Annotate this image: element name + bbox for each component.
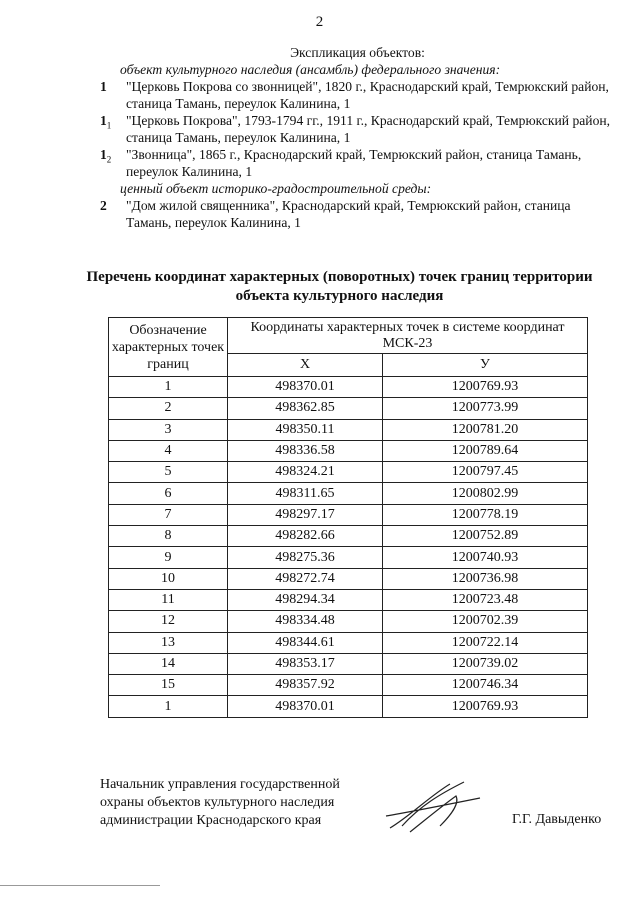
x-coord-cell: 498353.17	[228, 653, 383, 674]
table-row	[109, 462, 588, 483]
point-id-cell: 12	[109, 611, 228, 632]
y-coord-cell: 1200802.99	[383, 483, 588, 504]
explication-item-text: "Церковь Покрова", 1793-1794 гг., 1911 г., Краснодарский край, Темрюкский район, станица Тамань, переулок Калинина, 1	[126, 113, 611, 145]
point-id-cell: 15	[109, 675, 228, 696]
x-coord-cell: 498282.66	[228, 526, 383, 547]
x-coord-cell: 498336.58	[228, 440, 383, 461]
explication-item	[100, 197, 615, 231]
signatory-name: Г.Г. Давыденко	[512, 812, 602, 827]
point-id-cell: 14	[109, 653, 228, 674]
x-coord-cell: 498344.61	[228, 632, 383, 653]
explication-item-text: "Дом жилой священника", Краснодарский край, Темрюкский район, станица Тамань, переулок Калинина, 1	[126, 198, 571, 230]
explication-category-valuable: ценный объект историко-градостроительной среды:	[120, 181, 432, 196]
point-id-cell: 10	[109, 568, 228, 589]
table-row	[109, 568, 588, 589]
point-id-cell: 9	[109, 547, 228, 568]
y-coord-cell: 1200769.93	[383, 696, 588, 717]
signatory-line-1: Начальник управления государственной	[100, 777, 340, 792]
point-id-cell: 4	[109, 440, 228, 461]
y-coord-cell: 1200740.93	[383, 547, 588, 568]
table-row	[109, 377, 588, 398]
explication-item-number: 2	[100, 198, 107, 213]
y-coord-cell: 1200739.02	[383, 653, 588, 674]
explication-block	[100, 44, 615, 231]
explication-item-text: "Церковь Покрова со звонницей", 1820 г., Краснодарский край, Темрюкский район, станица Тамань, переулок Калинина, 1	[126, 79, 609, 111]
table-row	[109, 632, 588, 653]
col-coords-header: Координаты характерных точек в системе координат МСК-23	[228, 318, 588, 354]
y-coord-cell: 1200797.45	[383, 462, 588, 483]
table-row	[109, 398, 588, 419]
explication-heading: Экспликация объектов:	[290, 45, 425, 60]
explication-item	[100, 78, 615, 112]
table-row	[109, 611, 588, 632]
y-coord-cell: 1200778.19	[383, 504, 588, 525]
x-coord-cell: 498272.74	[228, 568, 383, 589]
table-row	[109, 547, 588, 568]
page-number: 2	[315, 14, 324, 30]
point-id-cell: 1	[109, 377, 228, 398]
x-coord-cell: 498362.85	[228, 398, 383, 419]
explication-item	[100, 146, 615, 180]
explication-item-number: $1_2$	[100, 147, 112, 165]
point-id-cell: 8	[109, 526, 228, 547]
signatory-title	[100, 776, 340, 830]
table-row	[109, 440, 588, 461]
explication-category-federal: объект культурного наследия (ансамбль) федерального значения:	[120, 62, 501, 77]
table-row	[109, 504, 588, 525]
y-coord-cell: 1200723.48	[383, 589, 588, 610]
y-coord-cell: 1200781.20	[383, 419, 588, 440]
y-coord-cell: 1200702.39	[383, 611, 588, 632]
coordinates-table	[108, 317, 588, 718]
point-id-cell: 2	[109, 398, 228, 419]
coordinates-title: Перечень координат характерных (поворотных) точек границ территории объекта культурного наследия	[86, 269, 593, 304]
y-coord-cell: 1200736.98	[383, 568, 588, 589]
x-coord-cell: 498370.01	[228, 696, 383, 717]
y-coord-cell: 1200789.64	[383, 440, 588, 461]
y-coord-cell: 1200722.14	[383, 632, 588, 653]
handwritten-signature	[380, 776, 490, 836]
signatory-line-2: охраны объектов культурного наследия	[100, 795, 335, 810]
signatory-line-3: администрации Краснодарского края	[100, 813, 322, 828]
x-coord-cell: 498297.17	[228, 504, 383, 525]
margin-line	[0, 885, 160, 886]
x-coord-cell: 498370.01	[228, 377, 383, 398]
table-row	[109, 696, 588, 717]
table-row	[109, 419, 588, 440]
x-coord-cell: 498334.48	[228, 611, 383, 632]
explication-item-number: $1_1$	[100, 113, 112, 131]
point-id-cell: 13	[109, 632, 228, 653]
point-id-cell: 3	[109, 419, 228, 440]
x-coord-cell: 498294.34	[228, 589, 383, 610]
y-coord-cell: 1200752.89	[383, 526, 588, 547]
table-row	[109, 483, 588, 504]
table-row	[109, 653, 588, 674]
point-id-cell: 11	[109, 589, 228, 610]
x-coord-cell: 498275.36	[228, 547, 383, 568]
y-coord-cell: 1200746.34	[383, 675, 588, 696]
x-coord-cell: 498350.11	[228, 419, 383, 440]
x-coord-cell: 498311.65	[228, 483, 383, 504]
col-x-header: X	[228, 354, 383, 377]
point-id-cell: 5	[109, 462, 228, 483]
table-row	[109, 589, 588, 610]
y-coord-cell: 1200769.93	[383, 377, 588, 398]
explication-items-federal	[100, 78, 615, 180]
col-point-header: Обозначение характерных точек границ	[109, 318, 228, 377]
explication-item-number: 1	[100, 79, 107, 94]
x-coord-cell: 498324.21	[228, 462, 383, 483]
table-row	[109, 526, 588, 547]
explication-items-valuable	[100, 197, 615, 231]
point-id-cell: 6	[109, 483, 228, 504]
table-row	[109, 675, 588, 696]
x-coord-cell: 498357.92	[228, 675, 383, 696]
y-coord-cell: 1200773.99	[383, 398, 588, 419]
point-id-cell: 1	[109, 696, 228, 717]
explication-item-text: "Звонница", 1865 г., Краснодарский край, Темрюкский район, станица Тамань, переулок Калинина, 1	[126, 147, 582, 179]
explication-item	[100, 112, 615, 146]
col-y-header: У	[383, 354, 588, 377]
point-id-cell: 7	[109, 504, 228, 525]
